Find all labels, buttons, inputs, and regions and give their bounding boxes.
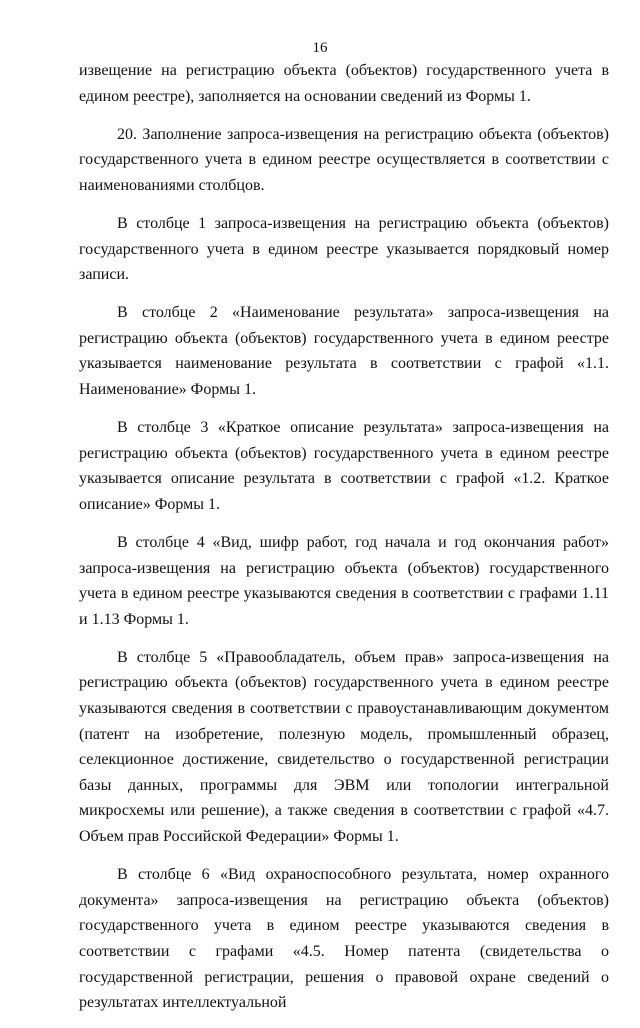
paragraph-1: извещение на регистрацию объекта (объектов) государственного учета в едином реестре), заполняется на основании сведений из Формы 1.: [79, 62, 609, 105]
paragraph-8: В столбце 6 «Вид охраноспособного результата, номер охранного документа» запроса-извещения на регистрацию объекта (объектов) государственного учета в едином реестре указываются сведения в соответствии с графами «4.5. Номер патента (свидетельства о государственной регистрации, решения о правовой охране сведений о результатах интеллектуальной: [79, 866, 609, 1012]
paragraph-2: 20. Заполнение запроса-извещения на регистрацию объекта (объектов) государственного учета в едином реестре осуществляется в соответствии с наименованиями столбцов.: [79, 125, 609, 194]
paragraph-3: В столбце 1 запроса-извещения на регистрацию объекта (объектов) государственного учета в едином реестре указывается порядковый номер записи.: [79, 214, 609, 284]
page-number: 16: [312, 40, 328, 56]
paragraph-6: В столбце 4 «Вид, шифр работ, год начала и год окончания работ» запроса-извещения на регистрацию объекта (объектов) государственного учета в едином реестре указываются сведения в соответствии с графами 1.11 и 1.13 Формы 1.: [79, 534, 609, 628]
paragraph-5: В столбце 3 «Краткое описание результата» запроса-извещения на регистрацию объекта (объектов) государственного учета в едином реестре указывается описание результата в соответствии с графой «1.2. Краткое описание» Формы 1.: [79, 419, 609, 513]
paragraph-4: В столбце 2 «Наименование результата» запроса-извещения на регистрацию объекта (объектов) государственного учета в едином реестре указывается наименование результата в соответствии с графой «1.1. Наименование» Формы 1.: [79, 304, 609, 399]
paragraph-7: В столбце 5 «Правообладатель, объем прав» запроса-извещения на регистрацию объекта (объектов) государственного учета в едином реестре указываются сведения в соответствии с правоустанавливающим документом (патент на изобретение, полезную модель, промышленный образец, селекционное достижение, свидетельство о государственной регистрации базы данных, программы для ЭВМ или топологии интегральной микросхемы или решение), а также сведения в соответствии с графой «4.7. Объем прав Российской Федерации» Формы 1.: [79, 648, 609, 846]
document-body: [79, 58, 609, 1028]
